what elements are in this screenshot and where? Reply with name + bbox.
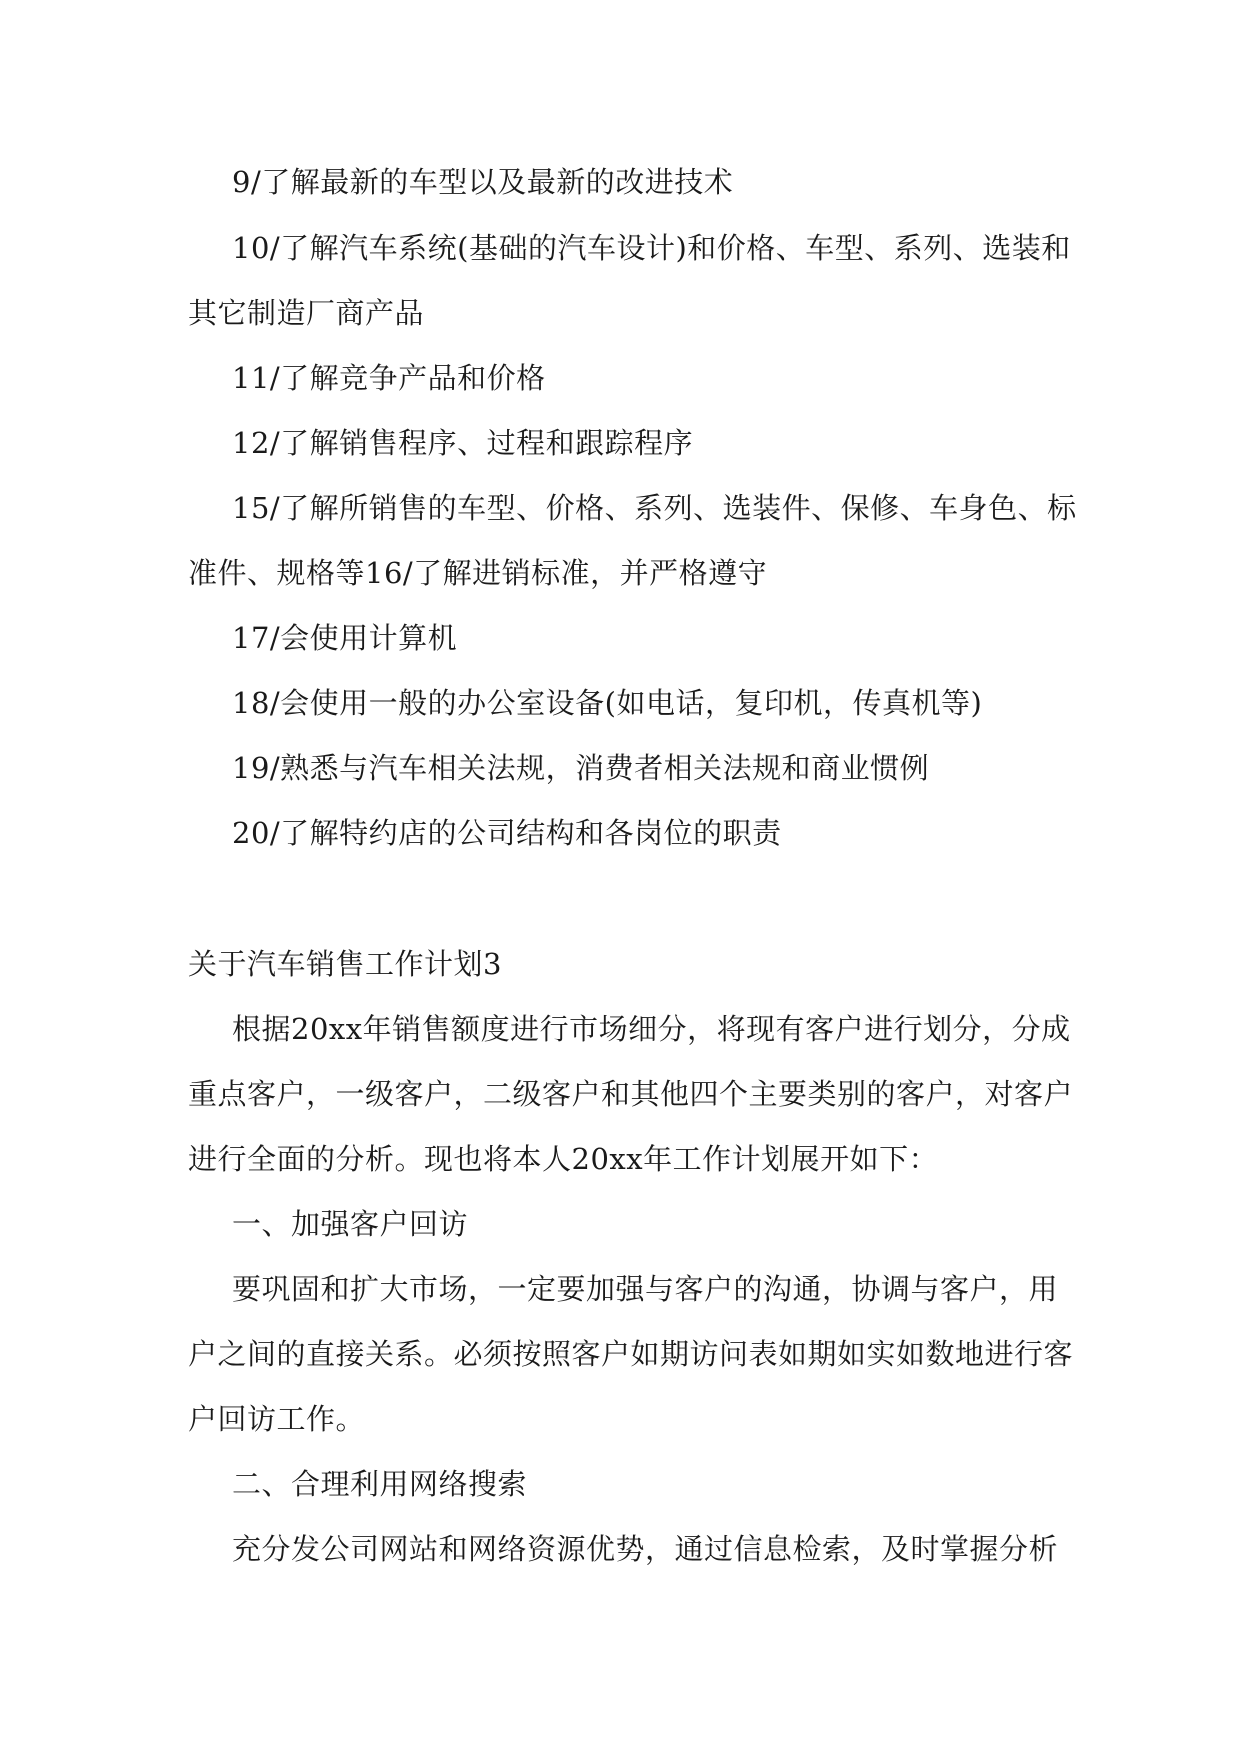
subheading-1: 一、加强客户回访 [232,1207,469,1241]
list-item-10: 10/了解汽车系统(基础的汽车设计)和价格、车型、系列、选装和 [232,231,1071,265]
list-item-10-cont: 其它制造厂商产品 [188,296,425,330]
subheading-2: 二、合理利用网络搜索 [232,1467,528,1501]
list-item-18: 18/会使用一般的办公室设备(如电话，复印机，传真机等) [232,686,983,720]
list-item-17: 17/会使用计算机 [232,621,458,655]
paragraph-2: 充分发公司网站和网络资源优势，通过信息检索，及时掌握分析 [232,1532,1059,1566]
section-heading: 关于汽车销售工作计划3 [188,947,502,981]
list-item-15-cont: 准件、规格等16/了解进销标准，并严格遵守 [188,556,768,590]
list-item-19: 19/熟悉与汽车相关法规，消费者相关法规和商业惯例 [232,751,930,785]
paragraph-intro-cont-1: 重点客户，一级客户，二级客户和其他四个主要类别的客户，对客户 [188,1077,1074,1111]
list-item-15: 15/了解所销售的车型、价格、系列、选装件、保修、车身色、标 [232,491,1077,525]
list-item-9: 9/了解最新的车型以及最新的改进技术 [232,165,734,199]
paragraph-1-cont-2: 户回访工作。 [188,1402,366,1436]
paragraph-1-cont-1: 户之间的直接关系。必须按照客户如期访问表如期如实如数地进行客 [188,1337,1074,1371]
list-item-12: 12/了解销售程序、过程和跟踪程序 [232,426,694,460]
paragraph-intro-cont-2: 进行全面的分析。现也将本人20xx年工作计划展开如下： [188,1142,939,1176]
paragraph-intro: 根据20xx年销售额度进行市场细分，将现有客户进行划分，分成 [232,1012,1071,1046]
list-item-20: 20/了解特约店的公司结构和各岗位的职责 [232,816,782,850]
paragraph-1: 要巩固和扩大市场，一定要加强与客户的沟通，协调与客户，用 [232,1272,1059,1306]
list-item-11: 11/了解竞争产品和价格 [232,361,546,395]
